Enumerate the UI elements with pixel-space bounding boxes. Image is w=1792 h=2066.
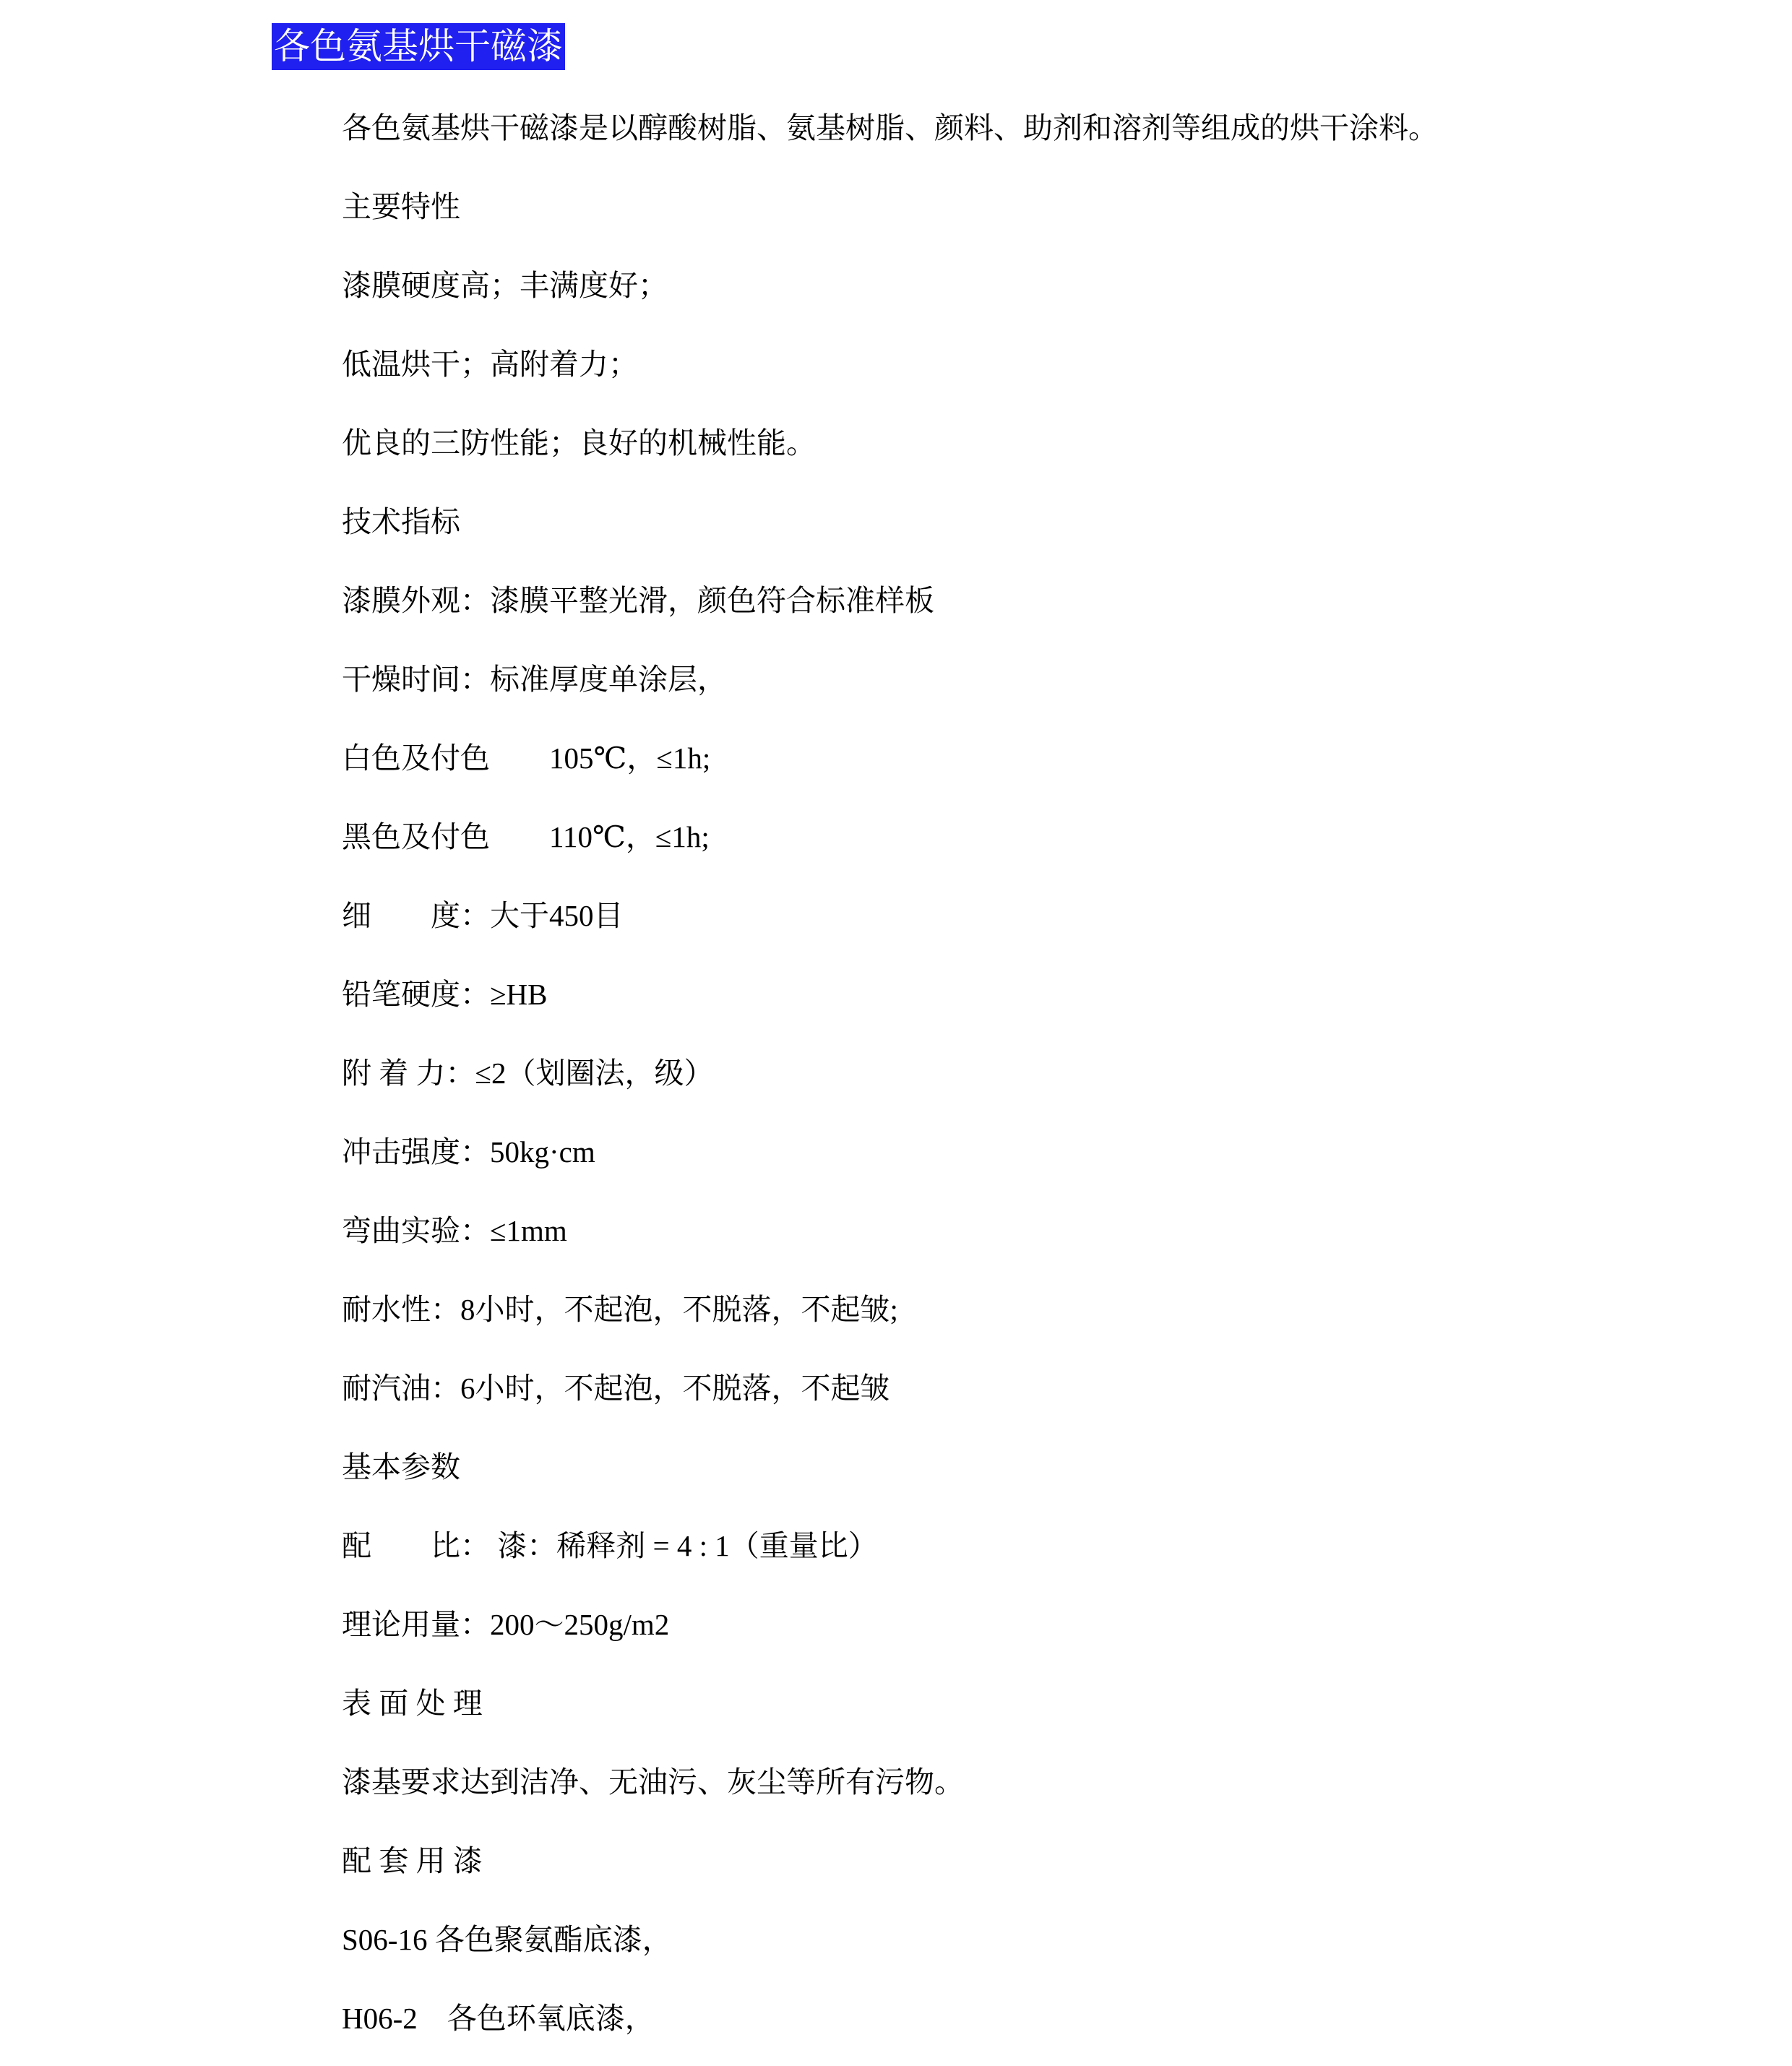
title-row — [0, 0, 1792, 70]
spec-fineness: 细 度：大于450目 — [342, 899, 624, 932]
spec-white-colors-temp: 白色及付色 105℃，≤1h; — [342, 741, 711, 775]
param-theoretical-usage: 理论用量：200～250g/m2 — [342, 1608, 670, 1641]
heading-matching-paints: 配 套 用 漆 — [342, 1844, 483, 1877]
heading-main-features: 主要特性 — [342, 190, 460, 223]
surface-treatment-desc: 漆基要求达到洁净、无油污、灰尘等所有污物。 — [342, 1765, 964, 1799]
matching-paint-s06-16: S06-16 各色聚氨酯底漆， — [342, 1923, 672, 1956]
intro-paragraph: 各色氨基烘干磁漆是以醇酸树脂、氨基树脂、颜料、助剂和溶剂等组成的烘干涂料。 — [342, 111, 1438, 145]
heading-basic-params: 基本参数 — [342, 1450, 460, 1484]
document-body — [0, 86, 1792, 2055]
param-mixing-ratio: 配 比： 漆：稀释剂 = 4 : 1（重量比） — [342, 1529, 878, 1562]
spec-water-resistance: 耐水性：8小时，不起泡，不脱落，不起皱; — [342, 1293, 898, 1326]
matching-paint-h06-2: H06-2 各色环氧底漆， — [342, 2002, 655, 2035]
spec-gasoline-resistance: 耐汽油：6小时，不起泡，不脱落，不起皱 — [342, 1372, 890, 1405]
spec-drying-time: 干燥时间：标准厚度单涂层， — [342, 663, 727, 696]
feature-hardness-fullness: 漆膜硬度高；丰满度好； — [342, 269, 668, 302]
spec-adhesion: 附 着 力：≤2（划圈法，级） — [342, 1056, 714, 1090]
spec-impact-strength: 冲击强度：50kg·cm — [342, 1135, 595, 1168]
heading-surface-treatment: 表 面 处 理 — [342, 1687, 483, 1720]
spec-pencil-hardness: 铅笔硬度：≥HB — [342, 978, 548, 1011]
heading-tech-specs: 技术指标 — [342, 505, 460, 538]
feature-baking-adhesion: 低温烘干；高附着力； — [342, 348, 638, 381]
spec-black-colors-temp: 黑色及付色 110℃，≤1h; — [342, 820, 710, 853]
document-title: 各色氨基烘干磁漆 — [272, 23, 565, 70]
spec-film-appearance: 漆膜外观：漆膜平整光滑，颜色符合标准样板 — [342, 584, 934, 617]
feature-protection-mechanical: 优良的三防性能；良好的机械性能。 — [342, 426, 816, 460]
spec-bending-test: 弯曲实验：≤1mm — [342, 1214, 567, 1247]
